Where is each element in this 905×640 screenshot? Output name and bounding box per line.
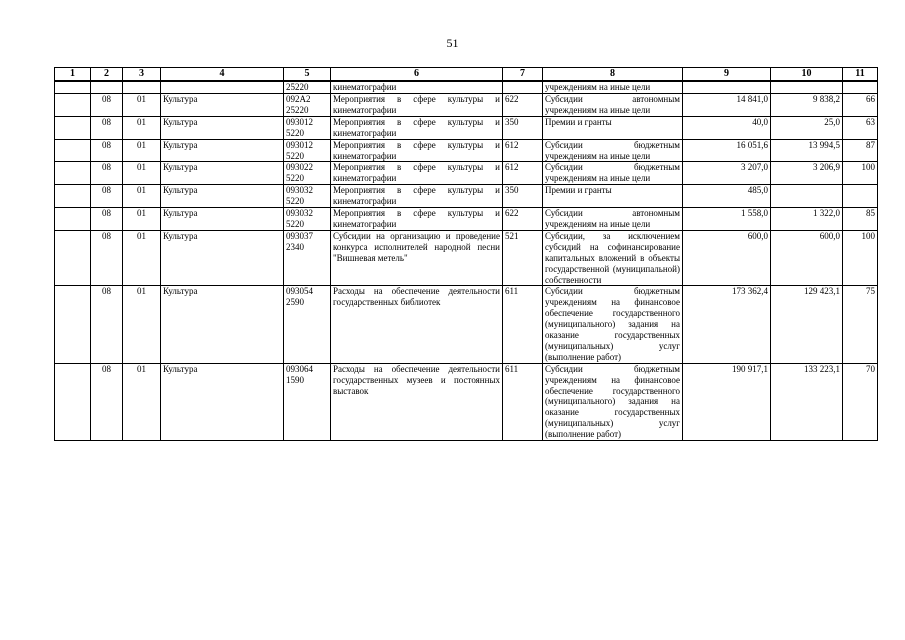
cell-description: Мероприятия в сфере культуры и кинематографии <box>331 116 503 139</box>
cell-planned: 1 558,0 <box>683 208 771 231</box>
table-row <box>55 286 878 363</box>
cell-section: 08 <box>91 363 123 440</box>
cell-section <box>91 81 123 94</box>
col-header-1: 1 <box>55 68 91 82</box>
cell-expense-name: Субсидии бюджетным учреждениям на иные цели <box>543 139 683 162</box>
col-header-4: 4 <box>161 68 284 82</box>
cell-description: Мероприятия в сфере культуры и кинематографии <box>331 208 503 231</box>
cell-planned: 485,0 <box>683 185 771 208</box>
cell-name <box>161 81 284 94</box>
cell-name: Культура <box>161 208 284 231</box>
cell-planned: 173 362,4 <box>683 286 771 363</box>
cell-row-number <box>55 81 91 94</box>
cell-expense-type: 622 <box>503 208 543 231</box>
col-header-2: 2 <box>91 68 123 82</box>
cell-expense-name: Субсидии бюджетным учреждениям на финансовое обеспечение государственного (муниципального) задания на оказание государственных (муниципальных) услуг (выполнение работ) <box>543 286 683 363</box>
cell-section: 08 <box>91 162 123 185</box>
cell-row-number <box>55 185 91 208</box>
table-row <box>55 185 878 208</box>
cell-percent <box>843 81 878 94</box>
cell-executed: 133 223,1 <box>771 363 843 440</box>
budget-table <box>54 67 878 441</box>
cell-planned <box>683 81 771 94</box>
cell-target-code: 093012 5220 <box>284 116 331 139</box>
cell-percent: 70 <box>843 363 878 440</box>
cell-description: Расходы на обеспечение деятельности государственных музеев и постоянных выставок <box>331 363 503 440</box>
cell-planned: 190 917,1 <box>683 363 771 440</box>
cell-target-code: 093032 5220 <box>284 208 331 231</box>
cell-subsection: 01 <box>123 286 161 363</box>
cell-planned: 16 051,6 <box>683 139 771 162</box>
table-row <box>55 139 878 162</box>
cell-target-code: 25220 <box>284 81 331 94</box>
cell-expense-type: 350 <box>503 116 543 139</box>
cell-description: Мероприятия в сфере культуры и кинематографии <box>331 185 503 208</box>
cell-row-number <box>55 230 91 286</box>
cell-name: Культура <box>161 116 284 139</box>
cell-percent: 87 <box>843 139 878 162</box>
cell-planned: 3 207,0 <box>683 162 771 185</box>
col-header-7: 7 <box>503 68 543 82</box>
cell-percent <box>843 185 878 208</box>
cell-percent: 85 <box>843 208 878 231</box>
cell-section: 08 <box>91 139 123 162</box>
cell-description: Мероприятия в сфере культуры и кинематографии <box>331 94 503 117</box>
col-header-9: 9 <box>683 68 771 82</box>
header-row <box>55 68 878 82</box>
cell-name: Культура <box>161 94 284 117</box>
cell-description: Мероприятия в сфере культуры и кинематографии <box>331 139 503 162</box>
table-row <box>55 363 878 440</box>
cell-target-code: 093012 5220 <box>284 139 331 162</box>
cell-subsection: 01 <box>123 139 161 162</box>
cell-executed: 3 206,9 <box>771 162 843 185</box>
cell-subsection: 01 <box>123 363 161 440</box>
cell-section: 08 <box>91 116 123 139</box>
cell-target-code: 093037 2340 <box>284 230 331 286</box>
cell-executed <box>771 185 843 208</box>
cell-row-number <box>55 363 91 440</box>
cell-name: Культура <box>161 230 284 286</box>
cell-target-code: 093022 5220 <box>284 162 331 185</box>
table-row <box>55 81 878 94</box>
cell-planned: 14 841,0 <box>683 94 771 117</box>
cell-subsection: 01 <box>123 185 161 208</box>
cell-row-number <box>55 162 91 185</box>
cell-expense-name: Премии и гранты <box>543 116 683 139</box>
cell-row-number <box>55 286 91 363</box>
cell-row-number <box>55 116 91 139</box>
cell-subsection: 01 <box>123 116 161 139</box>
cell-section: 08 <box>91 230 123 286</box>
table-row <box>55 116 878 139</box>
cell-executed: 13 994,5 <box>771 139 843 162</box>
cell-expense-name: Субсидии бюджетным учреждениям на финансовое обеспечение государственного (муниципального) задания на оказание государственных (муниципальных) услуг (выполнение работ) <box>543 363 683 440</box>
cell-section: 08 <box>91 94 123 117</box>
cell-percent: 63 <box>843 116 878 139</box>
cell-description: Расходы на обеспечение деятельности государственных библиотек <box>331 286 503 363</box>
cell-expense-name: Субсидии автономным учреждениям на иные цели <box>543 94 683 117</box>
cell-expense-name: Субсидии автономным учреждениям на иные цели <box>543 208 683 231</box>
cell-expense-type: 611 <box>503 363 543 440</box>
cell-target-code: 093054 2590 <box>284 286 331 363</box>
cell-target-code: 092A2 25220 <box>284 94 331 117</box>
page-number: 51 <box>446 36 459 50</box>
cell-target-code: 093032 5220 <box>284 185 331 208</box>
table-row <box>55 94 878 117</box>
col-header-8: 8 <box>543 68 683 82</box>
table-row <box>55 230 878 286</box>
cell-subsection: 01 <box>123 230 161 286</box>
cell-expense-type: 612 <box>503 162 543 185</box>
cell-name: Культура <box>161 286 284 363</box>
cell-section: 08 <box>91 286 123 363</box>
cell-executed: 600,0 <box>771 230 843 286</box>
col-header-11: 11 <box>843 68 878 82</box>
cell-percent: 66 <box>843 94 878 117</box>
col-header-6: 6 <box>331 68 503 82</box>
cell-description: Мероприятия в сфере культуры и кинематографии <box>331 162 503 185</box>
cell-executed: 9 838,2 <box>771 94 843 117</box>
table-row <box>55 162 878 185</box>
cell-percent: 100 <box>843 162 878 185</box>
cell-description: Субсидии на организацию и проведение конкурса исполнителей народной песни "Вишневая метель" <box>331 230 503 286</box>
col-header-3: 3 <box>123 68 161 82</box>
cell-row-number <box>55 94 91 117</box>
cell-subsection: 01 <box>123 162 161 185</box>
cell-name: Культура <box>161 162 284 185</box>
cell-target-code: 093064 1590 <box>284 363 331 440</box>
cell-expense-type: 350 <box>503 185 543 208</box>
cell-subsection: 01 <box>123 94 161 117</box>
cell-executed: 129 423,1 <box>771 286 843 363</box>
cell-description: кинематографии <box>331 81 503 94</box>
cell-expense-name: Субсидии, за исключением субсидий на софинансирование капитальных вложений в объекты государственной (муниципальной) собственности <box>543 230 683 286</box>
cell-planned: 40,0 <box>683 116 771 139</box>
cell-percent: 75 <box>843 286 878 363</box>
cell-percent: 100 <box>843 230 878 286</box>
cell-expense-type <box>503 81 543 94</box>
cell-section: 08 <box>91 185 123 208</box>
cell-expense-type: 622 <box>503 94 543 117</box>
cell-name: Культура <box>161 185 284 208</box>
cell-name: Культура <box>161 363 284 440</box>
cell-expense-name: Премии и гранты <box>543 185 683 208</box>
table-row <box>55 208 878 231</box>
cell-executed: 1 322,0 <box>771 208 843 231</box>
cell-row-number <box>55 139 91 162</box>
cell-executed: 25,0 <box>771 116 843 139</box>
cell-expense-type: 612 <box>503 139 543 162</box>
cell-executed <box>771 81 843 94</box>
cell-expense-name: Субсидии бюджетным учреждениям на иные цели <box>543 162 683 185</box>
cell-expense-type: 521 <box>503 230 543 286</box>
cell-row-number <box>55 208 91 231</box>
cell-name: Культура <box>161 139 284 162</box>
cell-expense-type: 611 <box>503 286 543 363</box>
col-header-5: 5 <box>284 68 331 82</box>
cell-expense-name: учреждениям на иные цели <box>543 81 683 94</box>
cell-subsection <box>123 81 161 94</box>
cell-subsection: 01 <box>123 208 161 231</box>
cell-planned: 600,0 <box>683 230 771 286</box>
cell-section: 08 <box>91 208 123 231</box>
col-header-10: 10 <box>771 68 843 82</box>
